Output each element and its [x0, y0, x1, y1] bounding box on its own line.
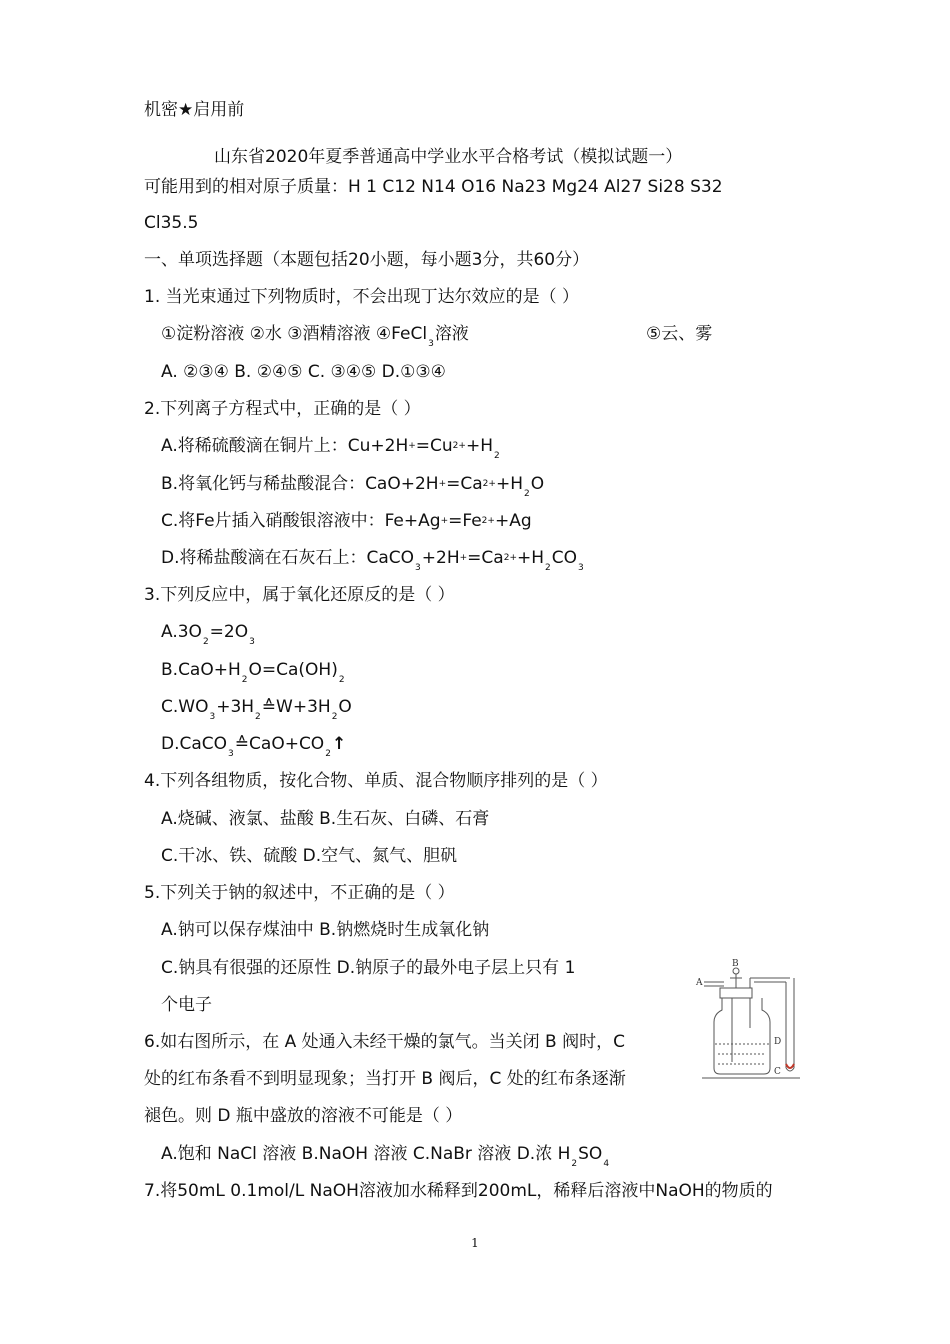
- q3-option-a: $A.3O_2=2O_3$: [161, 622, 255, 647]
- q4-stem: 4.下列各组物质，按化合物、单质、混合物顺序排列的是（ ）: [144, 771, 608, 791]
- q3-stem: 3.下列反应中，属于氧化还原反的是（ ）: [144, 585, 455, 605]
- q5-stem: 5.下列关于钠的叙述中，不正确的是（ ）: [144, 883, 455, 903]
- q1-options: A. ②③④ B. ②④⑤ C. ③④⑤ D.①③④: [161, 362, 446, 382]
- q5-options-ab: A.钠可以保存煤油中 B.钠燃烧时生成氧化钠: [161, 920, 490, 940]
- q3-option-b: $B.CaO+H_2O=Ca(OH)_2$: [161, 660, 345, 685]
- q4-options-ab: A.烧碱、液氯、盐酸 B.生石灰、白磷、石膏: [161, 809, 490, 829]
- fig-label-c: C: [774, 1067, 781, 1077]
- q6-line1: 6.如右图所示，在 A 处通入未经干燥的氯气。当关闭 B 阀时，C: [144, 1032, 625, 1052]
- fig-label-a: A: [696, 978, 703, 988]
- confidential-mark: 机密★启用前: [144, 100, 245, 120]
- q1-stem: 1. 当光束通过下列物质时，不会出现丁达尔效应的是（ ）: [144, 287, 580, 307]
- exam-title: 山东省2020年夏季普通高中学业水平合格考试（模拟试题一）: [214, 147, 683, 167]
- atomic-masses-cont: Cl35.5: [144, 213, 199, 233]
- q5-options-cd: C.钠具有很强的还原性 D.钠原子的最外电子层上只有 1: [161, 958, 576, 978]
- fig-label-d: D: [774, 1037, 782, 1047]
- q2-option-c: C.将Fe片插入硝酸银溶液中：Fe+Ag+=Fe2++Ag: [161, 511, 532, 531]
- q6-line3: 褪色。则 D 瓶中盛放的溶液不可能是（ ）: [144, 1106, 463, 1126]
- q3-option-c: $C.WO_3+3H_2≙W+3H_2O$: [161, 697, 352, 722]
- atomic-masses: 可能用到的相对原子质量：H 1 C12 N14 O16 Na23 Mg24 Al27 Si28 S32: [144, 177, 723, 197]
- q6-options: A.饱和 NaCl 溶液 B.NaOH 溶液 C.NaBr 溶液 D.浓 $H_2SO_4$: [161, 1144, 610, 1169]
- q6-line2: 处的红布条看不到明显现象；当打开 B 阀后，C 处的红布条逐渐: [144, 1069, 626, 1089]
- red-cloth-strip: [786, 1064, 794, 1068]
- section-title: 一、单项选择题（本题包括20小题，每小题3分，共60分）: [144, 250, 590, 270]
- q2-option-d: D.将稀盐酸滴在石灰石上：$CaCO_3+2H+=Ca2++H_2CO_3$: [161, 548, 584, 573]
- q3-option-d: $D.CaCO_3≙CaO+CO_2↑$: [161, 734, 347, 759]
- q2-stem: 2.下列离子方程式中，正确的是（ ）: [144, 399, 421, 419]
- q1-item5: ⑤云、雾: [646, 324, 713, 344]
- q1-items: ①淀粉溶液 ②水 ③酒精溶液 ④FeCl$_3$溶液: [161, 324, 469, 349]
- q2-option-a: A.将稀硫酸滴在铜片上：$Cu+2H+=Cu2++H_2$: [161, 436, 500, 461]
- q4-options-cd: C.干冰、铁、硫酸 D.空气、氮气、胆矾: [161, 846, 458, 866]
- page-number: 1: [471, 1236, 479, 1250]
- gas-bottle-apparatus-figure: [694, 958, 804, 1080]
- fig-label-b: B: [732, 959, 739, 969]
- q5-continuation: 个电子: [161, 995, 212, 1015]
- q7-stem: 7.将50mL 0.1mol/L NaOH溶液加水稀释到200mL，稀释后溶液中NaOH的物质的: [144, 1181, 773, 1201]
- q2-option-b: B.将氧化钙与稀盐酸混合：$CaO+2H+=Ca2++H_2O$: [161, 474, 545, 499]
